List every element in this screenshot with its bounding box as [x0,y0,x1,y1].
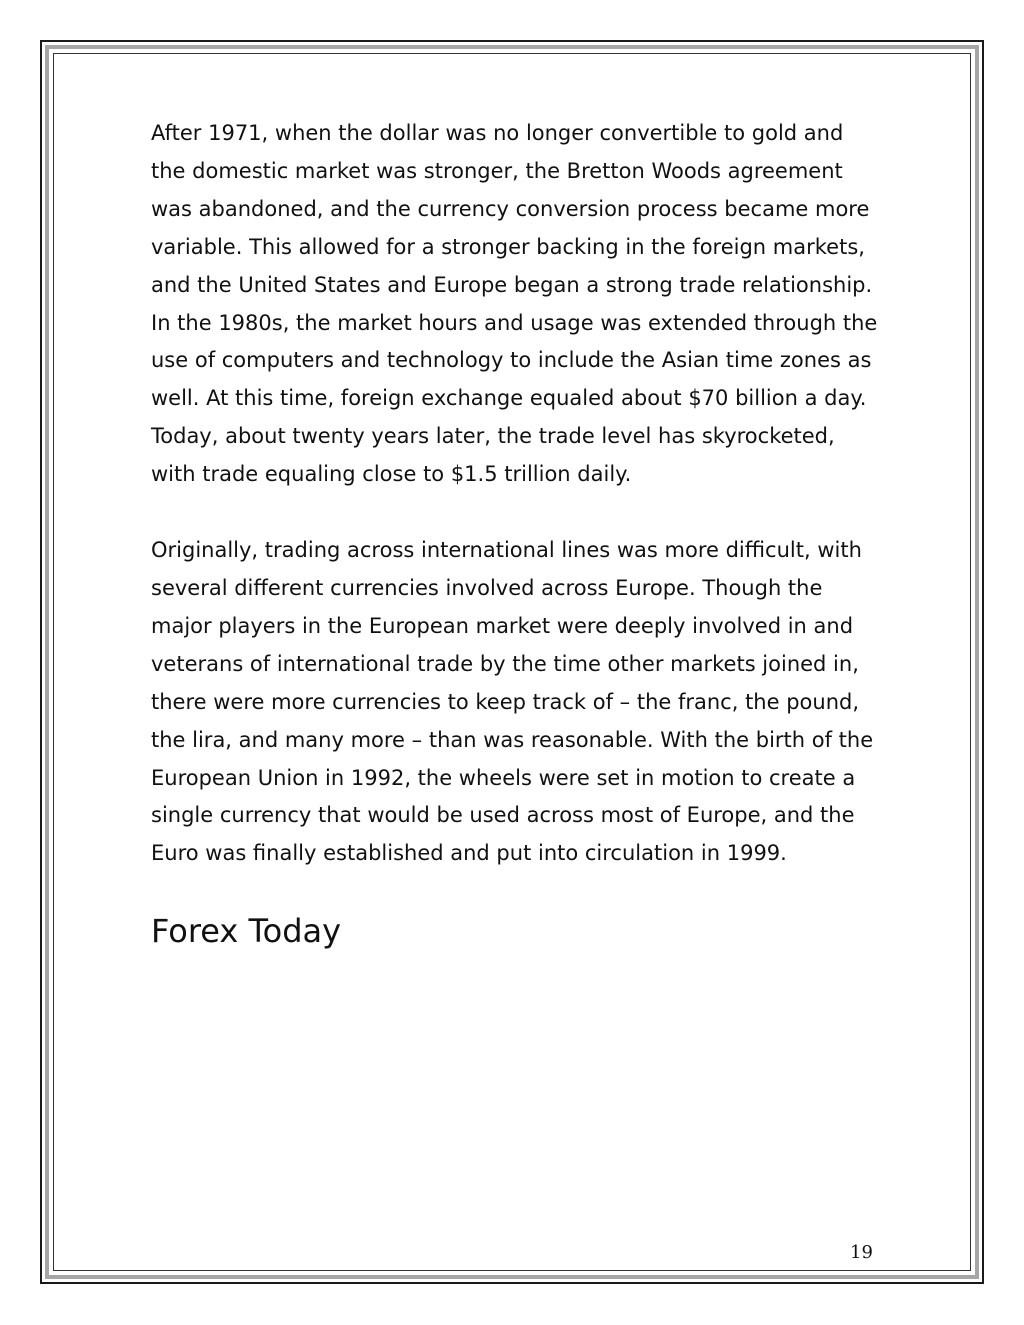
page-number: 19 [850,1242,873,1263]
paragraph-bretton-woods: After 1971, when the dollar was no longer convertible to gold and the domestic market was stronger, the Bretton Woods agreement was abandoned, and the currency conversion process became more variable. This allowed for a stronger backing in the foreign markets, and the United States and Europe began a strong trade relationship. In the 1980s, the market hours and usage was extended through the use of computers and technology to include the Asian time zones as well. At this time, foreign exchange equaled about $70 billion a day. Today, about twenty years later, the trade level has skyrocketed, with trade equaling close to $1.5 trillion daily. [151,121,878,487]
paragraph-euro-history: Originally, trading across international lines was more difficult, with several different currencies involved across Europe. Though the major players in the European market were deeply involved in and veterans of international trade by the time other markets joined in, there were more currencies to keep track of – the franc, the pound, the lira, and many more – than was reasonable. With the birth of the European Union in 1992, the wheels were set in motion to create a single currency that would be used across most of Europe, and the Euro was finally established and put into circulation in 1999. [151,538,874,866]
page-content [151,115,879,951]
section-heading: Forex Today [151,912,342,951]
